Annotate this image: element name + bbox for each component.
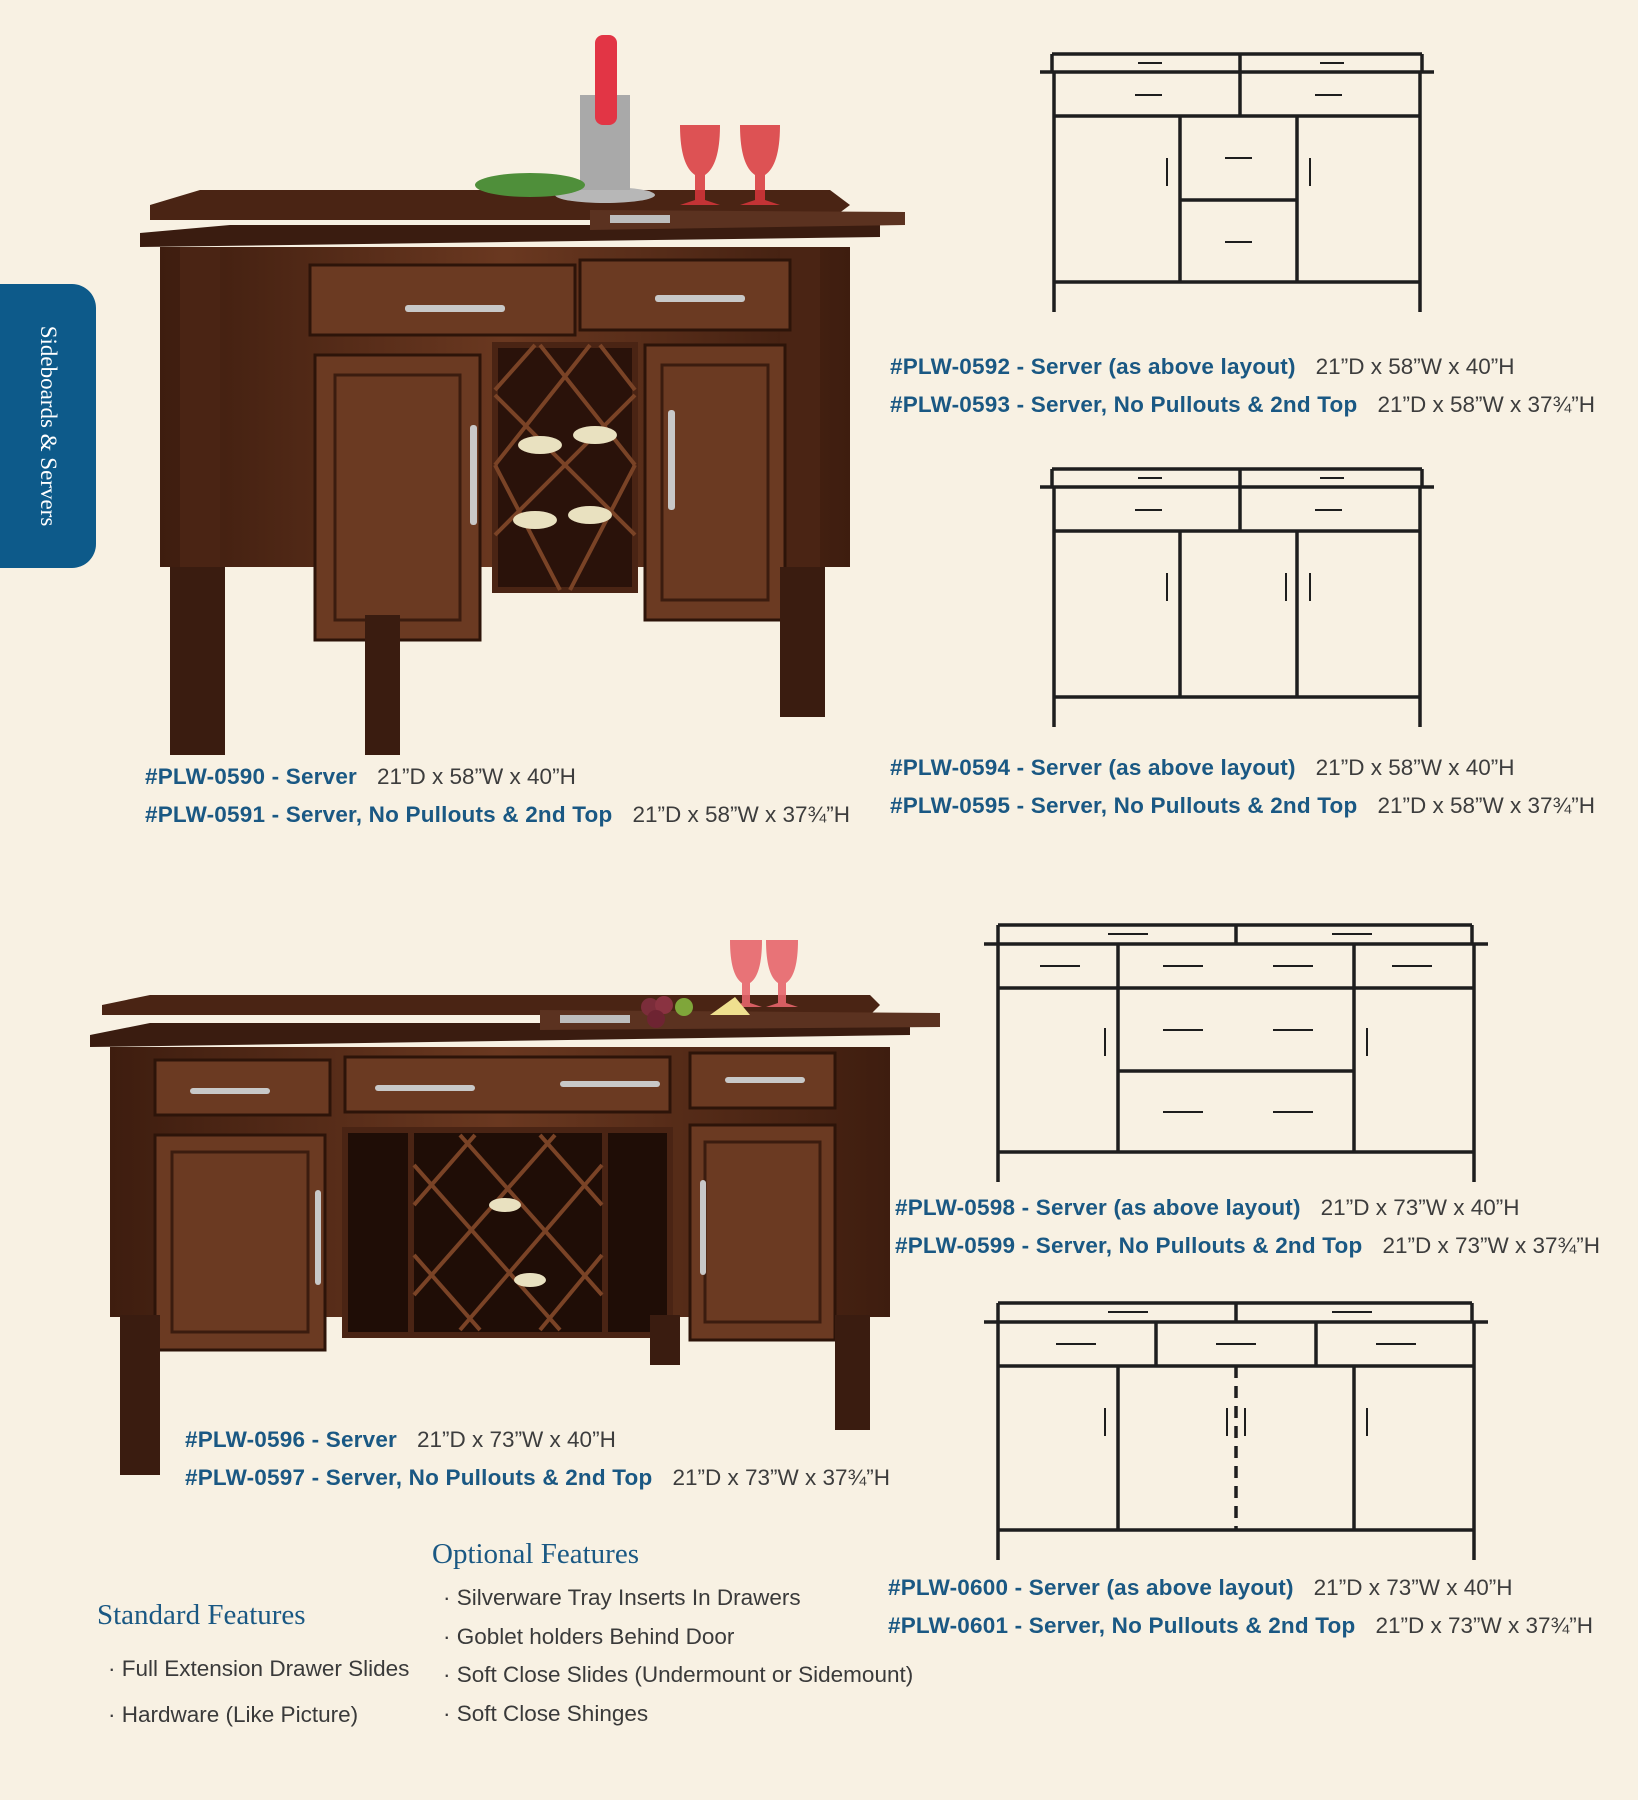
list-item: · Soft Close Slides (Undermount or Sidemount): [443, 1656, 913, 1695]
list-item: · Silverware Tray Inserts In Drawers: [443, 1579, 913, 1618]
dimensions: 21”D x 73”W x 40”H: [1320, 1195, 1520, 1220]
product-caption-0598: [895, 1189, 1519, 1227]
dimensions: 21”D x 73”W x 37¾”H: [1382, 1233, 1600, 1258]
model-label: #PLW-0592 - Server (as above layout): [890, 354, 1296, 379]
dimensions: 21”D x 73”W x 37¾”H: [672, 1465, 890, 1490]
dimensions: 21”D x 58”W x 40”H: [1315, 354, 1515, 379]
model-label: #PLW-0594 - Server (as above layout): [890, 755, 1296, 780]
layout-diagram-0598: [980, 920, 1500, 1190]
product-caption-0597: [185, 1459, 890, 1497]
layout-diagram-0600: [980, 1298, 1500, 1568]
optional-features-list: [443, 1579, 913, 1733]
list-item: · Soft Close Shinges: [443, 1695, 913, 1734]
product-caption-0591: [145, 796, 850, 834]
dimensions: 21”D x 58”W x 37¾”H: [1377, 793, 1595, 818]
dimensions: 21”D x 58”W x 37¾”H: [1377, 392, 1595, 417]
server-photo-73-image: [90, 935, 950, 1475]
product-caption-0599: [895, 1227, 1600, 1265]
product-caption-0590: [145, 758, 576, 796]
model-label: #PLW-0596 - Server: [185, 1427, 398, 1452]
model-label: #PLW-0595 - Server, No Pullouts & 2nd Top: [890, 793, 1358, 818]
dimensions: 21”D x 58”W x 37¾”H: [632, 802, 850, 827]
section-tab: [0, 284, 96, 568]
standard-features-list: [108, 1646, 409, 1738]
dimensions: 21”D x 58”W x 40”H: [1315, 755, 1515, 780]
list-item: · Full Extension Drawer Slides: [108, 1646, 409, 1692]
optional-features-title: Optional Features: [432, 1538, 639, 1570]
dimensions: 21”D x 73”W x 40”H: [417, 1427, 616, 1452]
layout-diagram-0594: [1040, 465, 1440, 735]
product-caption-0596: [185, 1421, 616, 1459]
server-photo-58-image: [140, 15, 910, 755]
model-label: #PLW-0590 - Server: [145, 764, 358, 789]
standard-features-title: Standard Features: [97, 1599, 306, 1631]
product-caption-0592: [890, 348, 1514, 386]
dimensions: 21”D x 73”W x 37¾”H: [1375, 1613, 1593, 1638]
list-item: · Goblet holders Behind Door: [443, 1618, 913, 1657]
list-item: · Hardware (Like Picture): [108, 1692, 409, 1738]
layout-diagram-0592: [1040, 50, 1440, 320]
model-label: #PLW-0593 - Server, No Pullouts & 2nd Top: [890, 392, 1358, 417]
server-photo-73: [90, 935, 950, 1475]
model-label: #PLW-0598 - Server (as above layout): [895, 1195, 1301, 1220]
model-label: #PLW-0591 - Server, No Pullouts & 2nd Top: [145, 802, 613, 827]
product-caption-0594: [890, 749, 1514, 787]
product-caption-0600: [888, 1569, 1512, 1607]
product-caption-0601: [888, 1607, 1593, 1645]
dimensions: 21”D x 58”W x 40”H: [377, 764, 576, 789]
product-caption-0595: [890, 787, 1595, 825]
model-label: #PLW-0601 - Server, No Pullouts & 2nd Top: [888, 1613, 1356, 1638]
product-caption-0593: [890, 386, 1595, 424]
model-label: #PLW-0599 - Server, No Pullouts & 2nd Top: [895, 1233, 1363, 1258]
dimensions: 21”D x 73”W x 40”H: [1313, 1575, 1513, 1600]
model-label: #PLW-0600 - Server (as above layout): [888, 1575, 1294, 1600]
section-tab-label: Sideboards & Servers: [36, 325, 61, 527]
server-photo-58: [140, 15, 910, 755]
model-label: #PLW-0597 - Server, No Pullouts & 2nd Top: [185, 1465, 653, 1490]
